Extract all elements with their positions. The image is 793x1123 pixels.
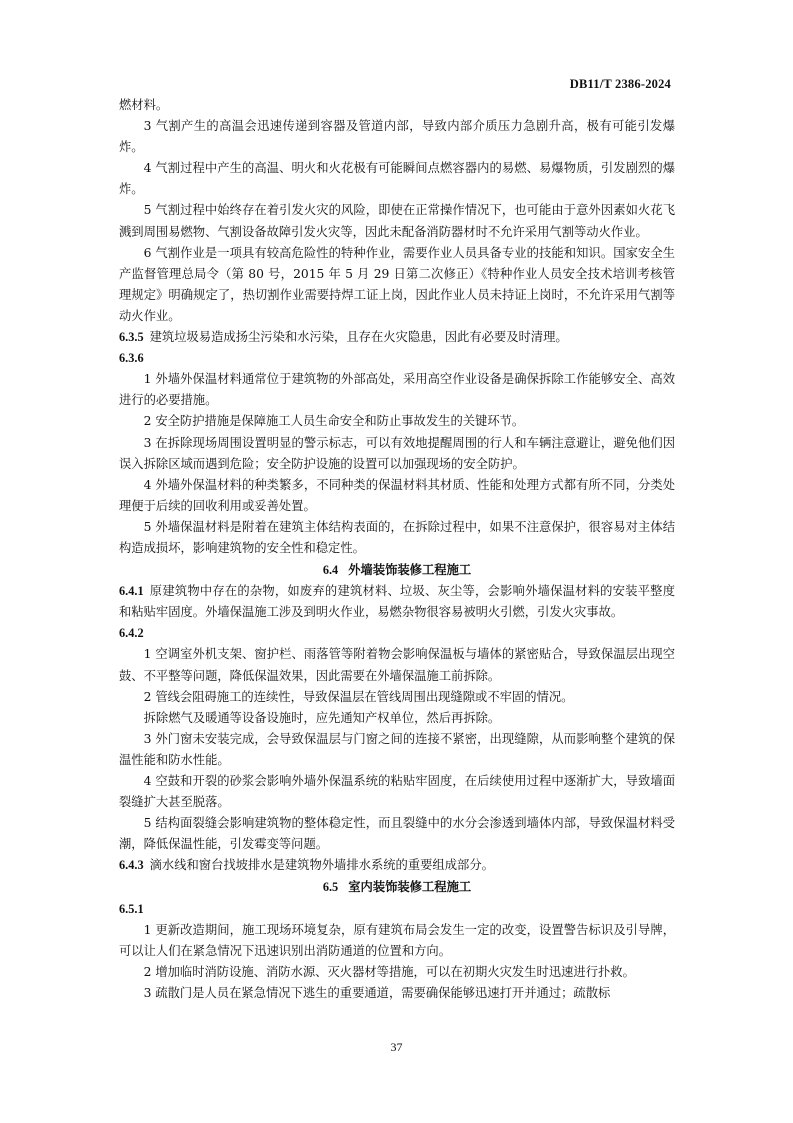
clause-6-3-5 xyxy=(119,327,675,348)
paragraph: 6 气割作业是一项具有较高危险性的特种作业，需要作业人员具备专业的技能和知识。国家安全生产监督管理总局令（第 80 号，2015 年 5 月 29 日第二次修正）《特种作业人员安全技术培训考核管理规定》明确规定了，热切割作业需要持焊工证上岗，因此作业人员未持证上岗时，不允许采用气割等动火作业。 xyxy=(119,245,675,323)
paragraph: 3 疏散门是人员在紧急情况下逃生的重要通道，需要确保能够迅速打开并通过；疏散标 xyxy=(143,985,611,1000)
clause-number: 6.4.1 xyxy=(119,584,144,599)
clause-text: 滴水线和窗台找坡排水是建筑物外墙排水系统的重要组成部分。 xyxy=(149,858,494,873)
paragraph: 1 空调室外机支架、窗护栏、雨落管等附着物会影响保温板与墙体的紧密贴合，导致保温层出现空鼓、不平整等问题，降低保温效果，因此需要在外墙保温施工前拆除。 xyxy=(119,647,675,683)
paragraph: 1 更新改造期间，施工现场环境复杂，原有建筑布局会发生一定的改变，设置警告标识及引导牌，可以让人们在紧急情况下迅速识别出消防通道的位置和方向。 xyxy=(119,922,675,958)
clause-label-6-3-6: 6.3.6 xyxy=(119,351,144,366)
paragraph: 5 气割过程中始终存在着引发火灾的风险，即使在正常操作情况下，也可能由于意外因素如火花飞溅到周围易燃物、气割设备故障引发火灾等，因此未配备消防器材时不允许采用气割等动火作业。 xyxy=(119,203,675,239)
paragraph: 3 在拆除现场周围设置明显的警示标志，可以有效地提醒周围的行人和车辆注意避让，避免他们因误入拆除区域而遇到危险；安全防护设施的设置可以加强现场的安全防护。 xyxy=(119,435,675,471)
page-number: 37 xyxy=(390,1040,403,1054)
paragraph: 燃材料。 xyxy=(119,98,169,112)
paragraph: 5 外墙保温材料是附着在建筑主体结构表面的，在拆除过程中，如果不注意保护，很容易对主体结构造成损坏，影响建筑物的安全性和稳定性。 xyxy=(119,519,675,555)
paragraph: 2 增加临时消防设施、消防水源、灭火器材等措施，可以在初期火灾发生时迅速进行扑救。 xyxy=(143,964,635,979)
paragraph: 2 管线会阻碍施工的连续性，导致保温层在管线周围出现缝隙或不牢固的情况。 xyxy=(143,689,574,704)
section-number: 6.5 xyxy=(322,880,339,895)
section-title: 室内装饰装修工程施工 xyxy=(348,879,472,895)
paragraph: 2 安全防护措施是保障施工人员生命安全和防止事故发生的关键环节。 xyxy=(143,414,525,429)
clause-number: 6.4.3 xyxy=(119,858,144,873)
paragraph: 4 外墙外保温材料的种类繁多，不同种类的保温材料其材质、性能和处理方式都有所不同，分类处理便于后续的回收利用或妥善处置。 xyxy=(119,477,675,513)
section-heading-6-4 xyxy=(119,559,675,581)
section-title: 外墙装饰装修工程施工 xyxy=(348,562,472,578)
clause-number: 6.3.5 xyxy=(119,330,144,345)
paragraph: 5 结构面裂缝会影响建筑物的整体稳定性，而且裂缝中的水分会渗透到墙体内部，导致保温材料受潮，降低保温性能，引发霉变等问题。 xyxy=(119,816,675,852)
paragraph: 4 气割过程中产生的高温、明火和火花极有可能瞬间点燃容器内的易燃、易爆物质，引发剧烈的爆炸。 xyxy=(119,161,675,197)
clause-text: 原建筑物中存在的杂物，如废弃的建筑材料、垃圾、灰尘等，会影响外墙保温材料的安装平整度和粘贴牢固度。外墙保温施工涉及到明火作业，易燃杂物很容易被明火引燃，引发火灾事故。 xyxy=(119,584,675,620)
paragraph: 3 外门窗未安装完成，会导致保温层与门窗之间的连接不紧密，出现缝隙，从而影响整个建筑的保温性能和防水性能。 xyxy=(119,731,675,767)
clause-6-4-1 xyxy=(119,581,675,623)
clause-label-6-4-2: 6.4.2 xyxy=(119,626,144,641)
paragraph: 1 外墙外保温材料通常位于建筑物的外部高处，采用高空作业设备是确保拆除工作能够安全、高效进行的必要措施。 xyxy=(119,372,675,408)
paragraph: 3 气割产生的高温会迅速传递到容器及管道内部，导致内部介质压力急剧升高，极有可能引发爆炸。 xyxy=(119,119,675,155)
clause-6-4-3 xyxy=(119,855,675,876)
clause-text: 建筑垃圾易造成扬尘污染和水污染，且存在火灾隐患，因此有必要及时清理。 xyxy=(149,330,568,345)
document-body xyxy=(119,95,675,1004)
document-code: DB11/T 2386-2024 xyxy=(569,77,671,91)
section-heading-6-5 xyxy=(119,876,675,898)
paragraph: 拆除燃气及暖通等设备设施时，应先通知产权单位，然后再拆除。 xyxy=(143,710,501,725)
paragraph: 4 空鼓和开裂的砂浆会影响外墙外保温系统的粘贴牢固度，在后续使用过程中逐渐扩大，导致墙面裂缝扩大甚至脱落。 xyxy=(119,774,675,810)
clause-label-6-5-1: 6.5.1 xyxy=(119,901,144,916)
section-number: 6.4 xyxy=(322,563,339,578)
